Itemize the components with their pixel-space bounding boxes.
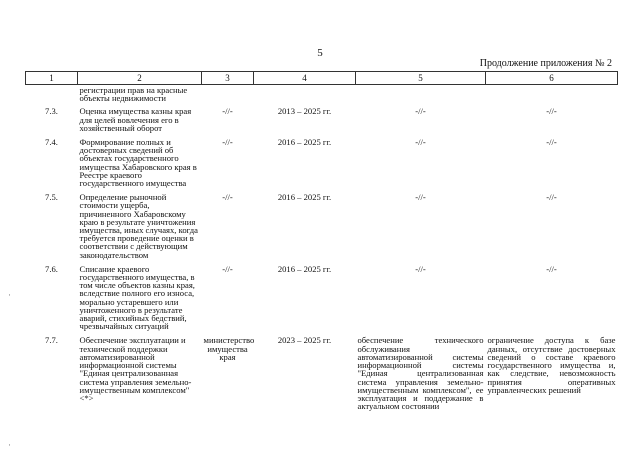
executor: -//- bbox=[222, 137, 233, 148]
measure-name: Обеспечение эксплуатации и технической поддержки автоматизированной информационной системы "Единая централизованная система управления земельно-имущественным комплексом" <*> bbox=[79, 335, 192, 403]
header-col-3: 3 bbox=[202, 72, 254, 85]
period: 2016 – 2025 гг. bbox=[277, 192, 332, 203]
row-number: 7.6. bbox=[45, 263, 58, 274]
continuation-row bbox=[26, 85, 618, 107]
content: -//- bbox=[415, 106, 426, 117]
measure-name: Списание краевого государственного имущества, в том числе объектов казны края, вследствие полного его износа, морально устаревшего или уничтоженного в результате аварий, стихийных бедствий, чрезвычайных ситуаций bbox=[79, 263, 195, 332]
content: -//- bbox=[415, 263, 426, 274]
continuation-text: регистрации прав на красные объекты недвижимости bbox=[79, 85, 188, 104]
header-col-1: 1 bbox=[26, 72, 78, 85]
table-row bbox=[26, 192, 618, 264]
content: -//- bbox=[415, 192, 426, 203]
consequence: -//- bbox=[546, 137, 557, 148]
content: -//- bbox=[415, 137, 426, 148]
table-row bbox=[26, 335, 618, 415]
row-number: 7.7. bbox=[45, 335, 58, 346]
header-col-2: 2 bbox=[78, 72, 202, 85]
executor: -//- bbox=[222, 263, 233, 274]
table-row bbox=[26, 137, 618, 192]
row-number: 7.4. bbox=[45, 137, 58, 148]
header-col-5: 5 bbox=[356, 72, 486, 85]
period: 2016 – 2025 гг. bbox=[277, 263, 332, 274]
scan-mark: · bbox=[8, 290, 11, 300]
row-number: 7.3. bbox=[45, 106, 58, 117]
table-row bbox=[26, 106, 618, 137]
measures-table bbox=[25, 71, 618, 415]
period: 2016 – 2025 гг. bbox=[277, 137, 332, 148]
table-row bbox=[26, 264, 618, 336]
consequence: -//- bbox=[546, 192, 557, 203]
period: 2013 – 2025 гг. bbox=[277, 106, 332, 117]
period: 2023 – 2025 гг. bbox=[277, 335, 332, 346]
header-col-6: 6 bbox=[486, 72, 618, 85]
header-col-4: 4 bbox=[254, 72, 356, 85]
measure-name: Формирование полных и достоверных сведений об объектах государственного имущества Хабаровского края в Реестре краевого государственного имущества bbox=[79, 137, 197, 189]
executor: -//- bbox=[222, 192, 233, 203]
measure-name: Оценка имущества казны края для целей вовлечения его в хозяйственный оборот bbox=[79, 106, 192, 133]
measure-name: Определение рыночной стоимости ущерба, причиненного Хабаровскому краю в результате уничтожения имущества, иных случаях, когда требуется проведение оценки в соответствии с действующим законодательством bbox=[79, 192, 198, 260]
header-row bbox=[26, 72, 618, 85]
appendix-continuation: Продолжение приложения № 2 bbox=[479, 58, 612, 69]
executor: министерство имущества края bbox=[203, 335, 255, 362]
row-number: 7.5. bbox=[45, 192, 58, 203]
consequence: -//- bbox=[546, 263, 557, 274]
content: обеспечение технического обслуживания автоматизированной системы информационной системы "Единая централизованная система управления земельно-имущественным комплексом", ее эксплуатация и поддержание в актуальном состоянии bbox=[357, 335, 484, 412]
executor: -//- bbox=[222, 106, 233, 117]
consequence: -//- bbox=[546, 106, 557, 117]
consequence: ограничение доступа к базе данных, отсутствие достоверных сведений о составе краевого государственного имущества и, как следствие, невозможность принятия оперативных управленческих решений bbox=[487, 335, 616, 395]
scan-mark: · bbox=[8, 440, 11, 450]
page-number: 5 bbox=[317, 47, 323, 59]
